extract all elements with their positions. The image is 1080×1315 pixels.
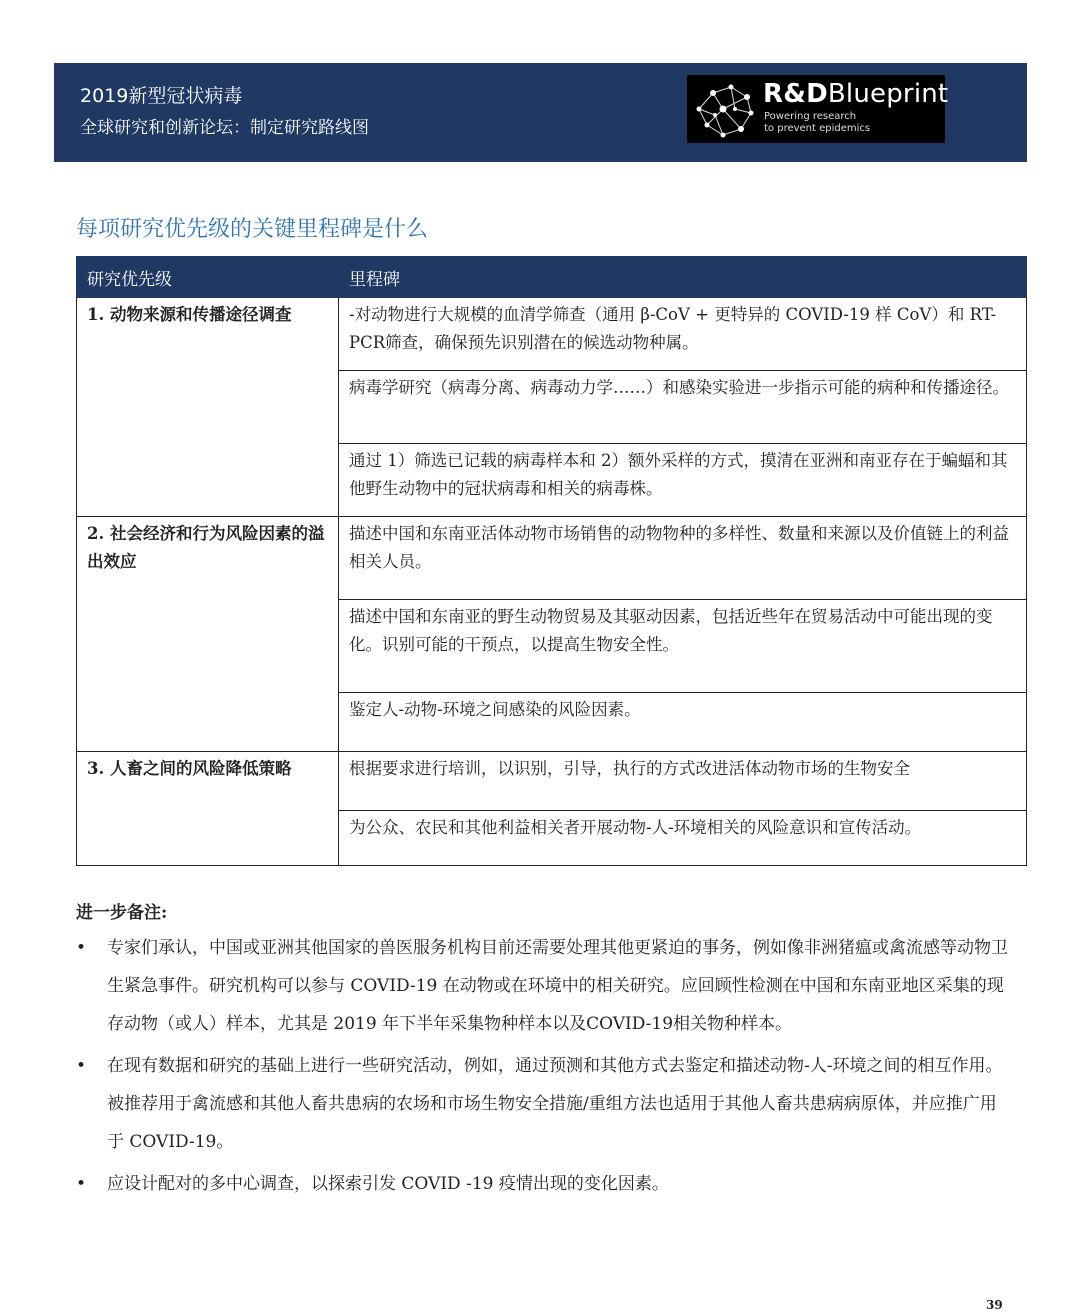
note-text: 专家们承认，中国或亚洲其他国家的兽医服务机构目前还需要处理其他更紧迫的事务，例如像非洲猪瘟或禽流感等动物卫生紧急事件。研究机构可以参与 COVID-19 在动物或在环境中的相关研究。应回顾性检测在中国和东南亚地区采集的现存动物（或人）样本，尤其是 2019 年下半年采集物种样本以及COVID-19相关物种样本。: [107, 938, 1008, 1034]
logo-tagline-line2: to prevent epidemics: [764, 123, 871, 134]
logo-wordmark-bold: R&D: [763, 79, 828, 109]
milestones-table: [76, 256, 1027, 866]
document-header-banner: [54, 63, 1027, 162]
bullet-icon: •: [76, 1056, 87, 1076]
logo-tagline: [764, 111, 870, 135]
column-header-priority: 研究优先级: [77, 257, 339, 298]
table-row: [77, 298, 1027, 371]
bullet-icon: •: [76, 938, 87, 958]
logo-tagline-line1: Powering research: [764, 111, 857, 122]
logo-wordmark: [763, 79, 948, 109]
milestone-cell: 病毒学研究（病毒分离、病毒动力学……）和感染实验进一步指示可能的病种和传播途径。: [339, 371, 1027, 444]
rd-blueprint-logo: [687, 75, 949, 143]
milestone-cell: 通过 1）筛选已记载的病毒样本和 2）额外采样的方式，摸清在亚洲和南亚存在于蝙蝠和其他野生动物中的冠状病毒和相关的病毒株。: [339, 444, 1027, 517]
milestone-cell: 根据要求进行培训，以识别，引导，执行的方式改进活体动物市场的生物安全: [339, 752, 1027, 811]
header-title-line2: 全球研究和创新论坛：制定研究路线图: [80, 118, 369, 138]
page-number: 39: [986, 1298, 1003, 1312]
milestone-cell: 为公众、农民和其他利益相关者开展动物-人-环境相关的风险意识和宣传活动。: [339, 811, 1027, 866]
notes-heading: 进一步备注:: [76, 903, 168, 923]
network-globe-icon: [691, 79, 757, 139]
milestone-cell: -对动物进行大规模的血清学筛查（通用 β-CoV + 更特异的 COVID-19 样 CoV）和 RT-PCR筛查，确保预先识别潜在的候选动物种属。: [339, 298, 1027, 371]
priority-cell: 1. 动物来源和传播途径调查: [77, 298, 339, 517]
list-item: [76, 929, 1011, 1043]
list-item: [76, 1047, 1011, 1161]
milestone-cell: 描述中国和东南亚活体动物市场销售的动物物种的多样性、数量和来源以及价值链上的利益相关人员。: [339, 517, 1027, 600]
header-title-line1: 2019新型冠状病毒: [80, 85, 243, 107]
logo-wordmark-light: Blueprint: [827, 79, 949, 109]
bullet-icon: •: [76, 1174, 87, 1194]
section-title: 每项研究优先级的关键里程碑是什么: [76, 217, 429, 242]
note-text: 应设计配对的多中心调查，以探索引发 COVID -19 疫情出现的变化因素。: [107, 1174, 669, 1194]
priority-cell: 3. 人畜之间的风险降低策略: [77, 752, 339, 866]
further-notes: [76, 898, 1011, 1207]
milestone-cell: 描述中国和东南亚的野生动物贸易及其驱动因素，包括近些年在贸易活动中可能出现的变化。识别可能的干预点，以提高生物安全性。: [339, 600, 1027, 693]
column-header-milestones: 里程碑: [339, 257, 1027, 298]
note-text: 在现有数据和研究的基础上进行一些研究活动，例如，通过预测和其他方式去鉴定和描述动物-人-环境之间的相互作用。被推荐用于禽流感和其他人畜共患病的农场和市场生物安全措施/重组方法也适用于其他人畜共患病病原体，并应推广用于 COVID-19。: [107, 1056, 1003, 1152]
milestone-cell: 鉴定人-动物-环境之间感染的风险因素。: [339, 693, 1027, 752]
priority-cell: 2. 社会经济和行为风险因素的溢出效应: [77, 517, 339, 752]
notes-list: [76, 929, 1011, 1203]
table-header-row: [77, 257, 1027, 298]
table-row: [77, 517, 1027, 600]
list-item: [76, 1165, 1011, 1203]
table-row: [77, 752, 1027, 811]
